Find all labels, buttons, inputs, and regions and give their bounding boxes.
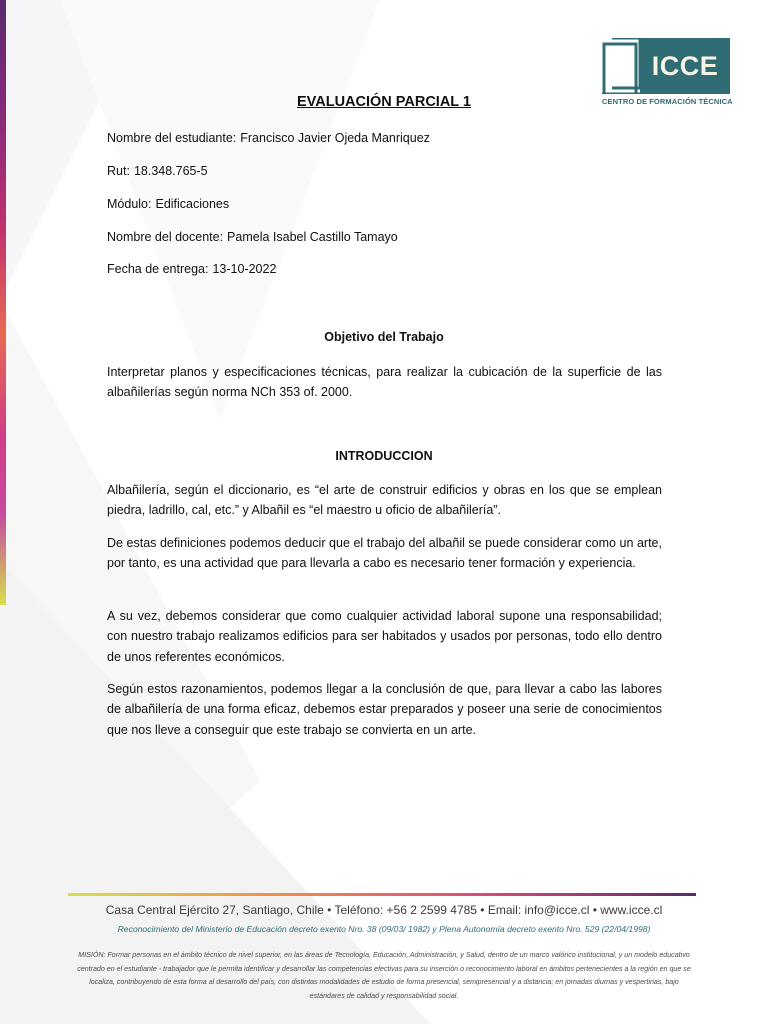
footer-divider [68, 893, 696, 896]
field-label: Nombre del docente: [107, 230, 224, 244]
field-student-name [107, 131, 430, 145]
footer-address: Casa Central Ejército 27, Santiago, Chile • Teléfono: +56 2 2599 4785 • Email: info@icce.cl • www.icce.cl [105, 903, 663, 917]
field-value: 18.348.765-5 [133, 164, 208, 178]
intro-paragraph-2: De estas definiciones podemos deducir que el trabajo del albañil se puede considerar como un arte, por tanto, es una actividad que para llevarla a cabo es necesario tener formación y experiencia. [107, 536, 662, 571]
field-label: Fecha de entrega: [107, 262, 209, 276]
logo-wordmark: ICCE [651, 51, 719, 81]
intro-paragraph-1: Albañilería, según el diccionario, es “el arte de construir edificios y obras en los que se emplean piedra, ladrillo, cal, etc.” y Albañil es “el maestro u oficio de albañilería”. [107, 483, 662, 518]
logo-subtitle: CENTRO DE FORMACIÓN TÉCNICA [602, 97, 733, 106]
field-label: Nombre del estudiante: [107, 131, 237, 145]
field-teacher-name [107, 230, 398, 244]
left-color-stripe [0, 0, 6, 605]
objective-text: Interpretar planos y especificaciones técnicas, para realizar la cubicación de la superficie de las albañilerías según norma NCh 353 of. 2000. [107, 365, 662, 400]
intro-paragraph-3: A su vez, debemos considerar que como cualquier actividad laboral supone una responsabilidad; con nuestro trabajo realizamos edificios para ser habitados y usados por personas, todo ello dentro de unos referentes económicos. [107, 609, 662, 664]
field-label: Rut: [107, 164, 130, 178]
field-value: 13-10-2022 [212, 262, 277, 276]
introduction-heading: INTRODUCCION [335, 449, 433, 463]
intro-paragraph-4: Según estos razonamientos, podemos llegar a la conclusión de que, para llevar a cabo las labores de albañilería de una forma eficaz, debemos estar preparados y poseer una serie de conocimientos que nos lleve a conseguir que este trabajo se convierta en un arte. [107, 682, 662, 737]
field-value: Edificaciones [155, 197, 230, 211]
field-module [107, 197, 229, 211]
footer-recognition: Reconocimiento del Ministerio de Educación decreto exento Nro. 38 (09/03/ 1982) y Plena Autonomía decreto exento Nro. 529 (22/04/1998) [117, 924, 651, 934]
footer-mission: MISIÓN: Formar personas en el ámbito técnico de nivel superior, en las áreas de Tecnología, Educación, Administración, y Salud, dentro de un marco valórico institucional, y un modelo educativo centrado en el estudiante - trabajador que le permita identificar y desarrollar las competencias efectivas para su inserción o reconocimiento laboral en ámbitos pertenecientes a la región en que se localiza, contribuyendo de esta forma al desarrollo del país, con distintas modalidades de estudio de forma presencial, semipresencial y a distancia; en jornadas diurnas y vespertinas, bajo estándares de calidad y responsabilidad social. [77, 951, 691, 1000]
field-value: Francisco Javier Ojeda Manriquez [240, 131, 430, 145]
document-title: EVALUACIÓN PARCIAL 1 [296, 94, 471, 110]
field-due-date [107, 262, 276, 276]
field-label: Módulo: [107, 197, 152, 211]
field-value: Pamela Isabel Castillo Tamayo [227, 230, 398, 244]
objective-heading: Objetivo del Trabajo [324, 330, 444, 344]
field-rut [107, 164, 208, 178]
